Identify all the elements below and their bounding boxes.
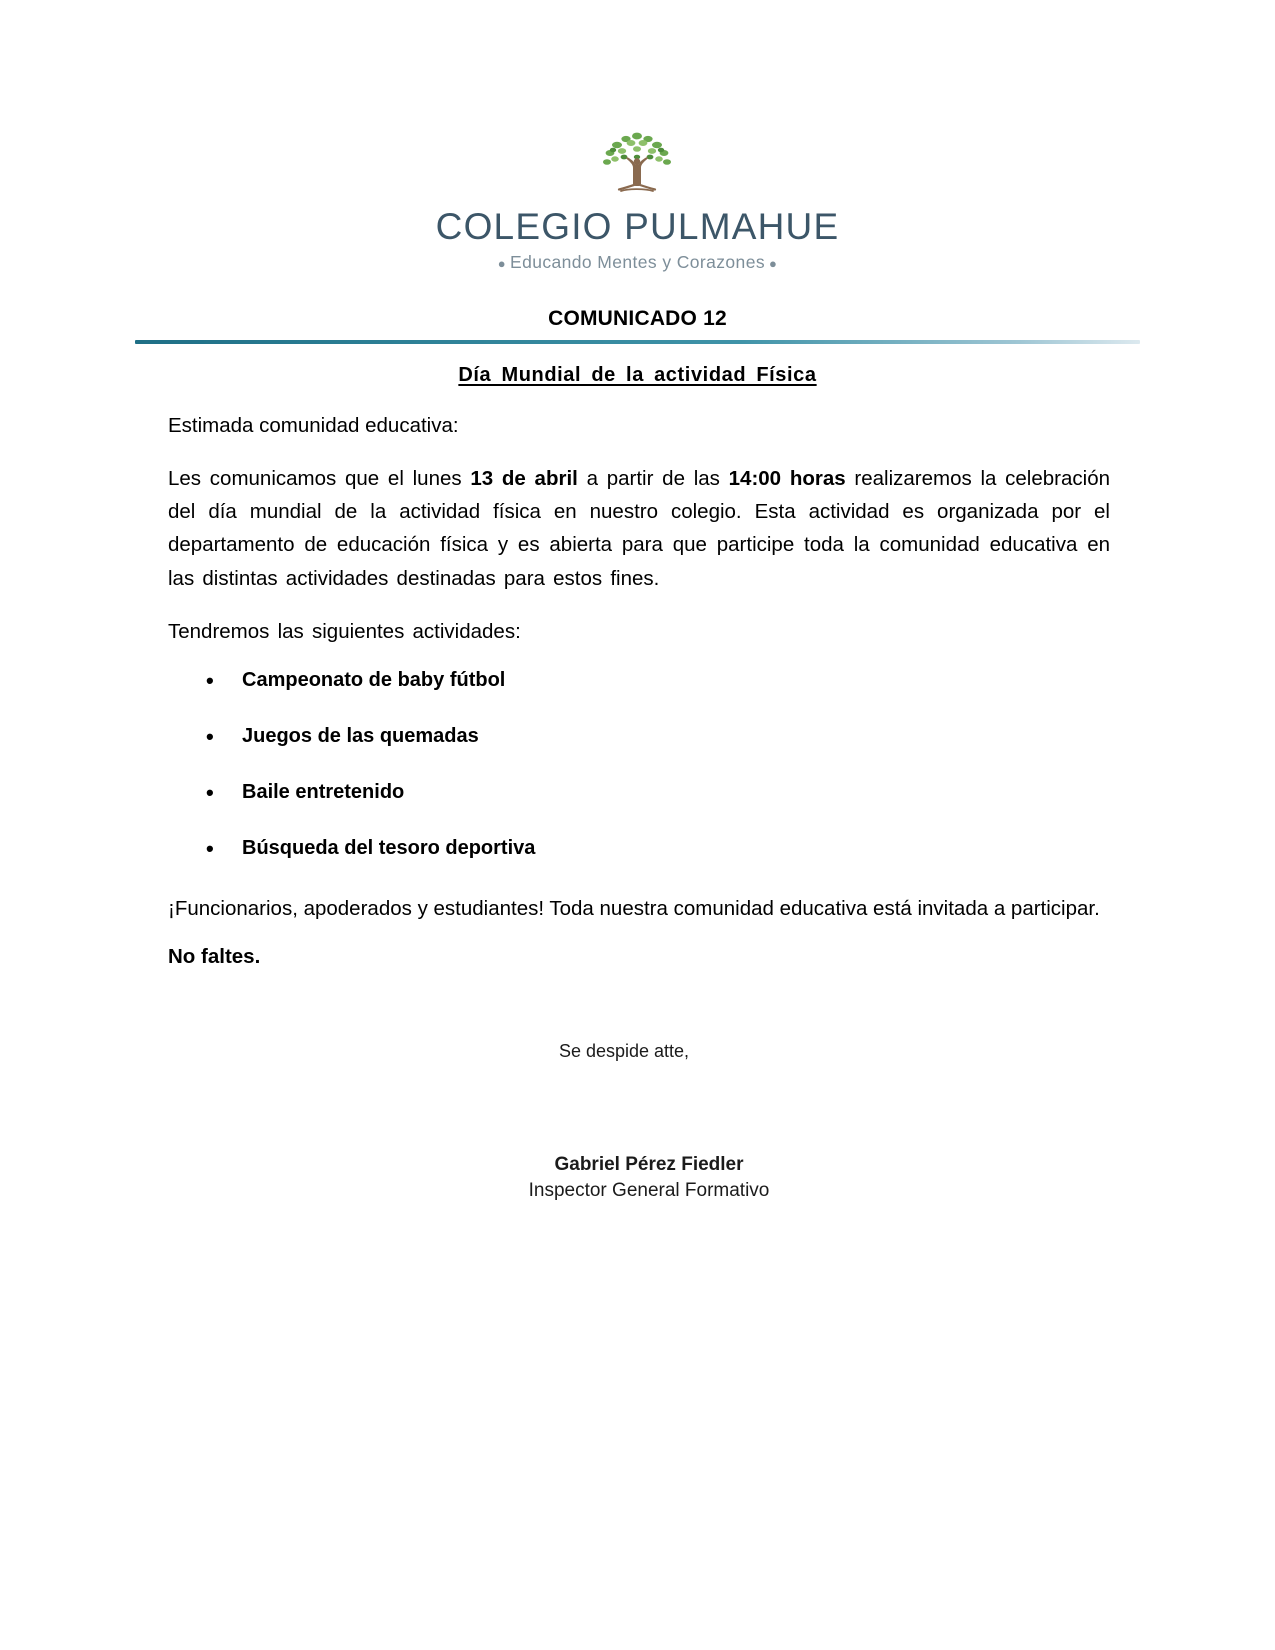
activities-list bbox=[168, 668, 1110, 860]
tagline-text: Educando Mentes y Corazones bbox=[510, 251, 765, 272]
signature-space bbox=[188, 1062, 1110, 1154]
main-paragraph-part3: realizaremos la celebración del día mundial de la actividad física en nuestro colegio. Esta actividad es organizada por el departamento de educación física y es abierta para que participe toda la comunidad educativa en las distintas actividades destinadas para estos fines. bbox=[168, 467, 1111, 590]
list-item bbox=[168, 780, 1110, 804]
school-name: COLEGIO PULMAHUE bbox=[435, 206, 840, 247]
signature-role: Inspector General Formativo bbox=[528, 1180, 770, 1202]
list-item bbox=[168, 724, 1110, 748]
title-divider bbox=[135, 340, 1140, 344]
main-paragraph-part1: Les comunicamos que el lunes bbox=[168, 467, 471, 491]
document-subtitle bbox=[0, 364, 1275, 387]
list-item-label: Juegos de las quemadas bbox=[242, 725, 479, 748]
signature-block bbox=[168, 1041, 1110, 1202]
greeting-paragraph: Estimada comunidad educativa: bbox=[168, 413, 459, 437]
list-item-label: Baile entretenido bbox=[242, 781, 405, 804]
bullet-icon: • bbox=[206, 836, 214, 862]
activities-intro: Tendremos las siguientes actividades: bbox=[168, 619, 521, 643]
document-subtitle-text: Día Mundial de la actividad Física bbox=[458, 363, 817, 386]
page-title: COMUNICADO 12 bbox=[548, 306, 727, 330]
list-item bbox=[168, 836, 1110, 860]
bullet-icon: • bbox=[206, 724, 214, 750]
date-highlight: 13 de abril bbox=[470, 467, 578, 491]
bullet-icon: • bbox=[206, 780, 214, 806]
document-body bbox=[168, 387, 1110, 1202]
time-highlight: 14:00 horas bbox=[728, 467, 846, 491]
letterhead bbox=[0, 0, 1275, 273]
tagline-dot-left: ● bbox=[497, 255, 506, 271]
list-item-label: Campeonato de baby fútbol bbox=[242, 669, 506, 692]
main-paragraph bbox=[168, 462, 1110, 595]
list-item bbox=[168, 668, 1110, 692]
call-to-action: No faltes. bbox=[168, 945, 261, 969]
signature-name: Gabriel Pérez Fiedler bbox=[554, 1154, 744, 1176]
closing-paragraph: ¡Funcionarios, apoderados y estudiantes! Toda nuestra comunidad educativa está invitada a participar. bbox=[168, 897, 1100, 921]
signature-farewell: Se despide atte, bbox=[558, 1041, 690, 1062]
list-item-label: Búsqueda del tesoro deportiva bbox=[242, 837, 536, 860]
main-paragraph-part2: a partir de las bbox=[577, 467, 729, 491]
school-logo bbox=[436, 126, 840, 273]
school-tagline bbox=[436, 252, 840, 273]
bullet-icon: • bbox=[206, 668, 214, 694]
tagline-dot-right: ● bbox=[768, 255, 778, 271]
tree-logo-icon bbox=[577, 126, 697, 200]
